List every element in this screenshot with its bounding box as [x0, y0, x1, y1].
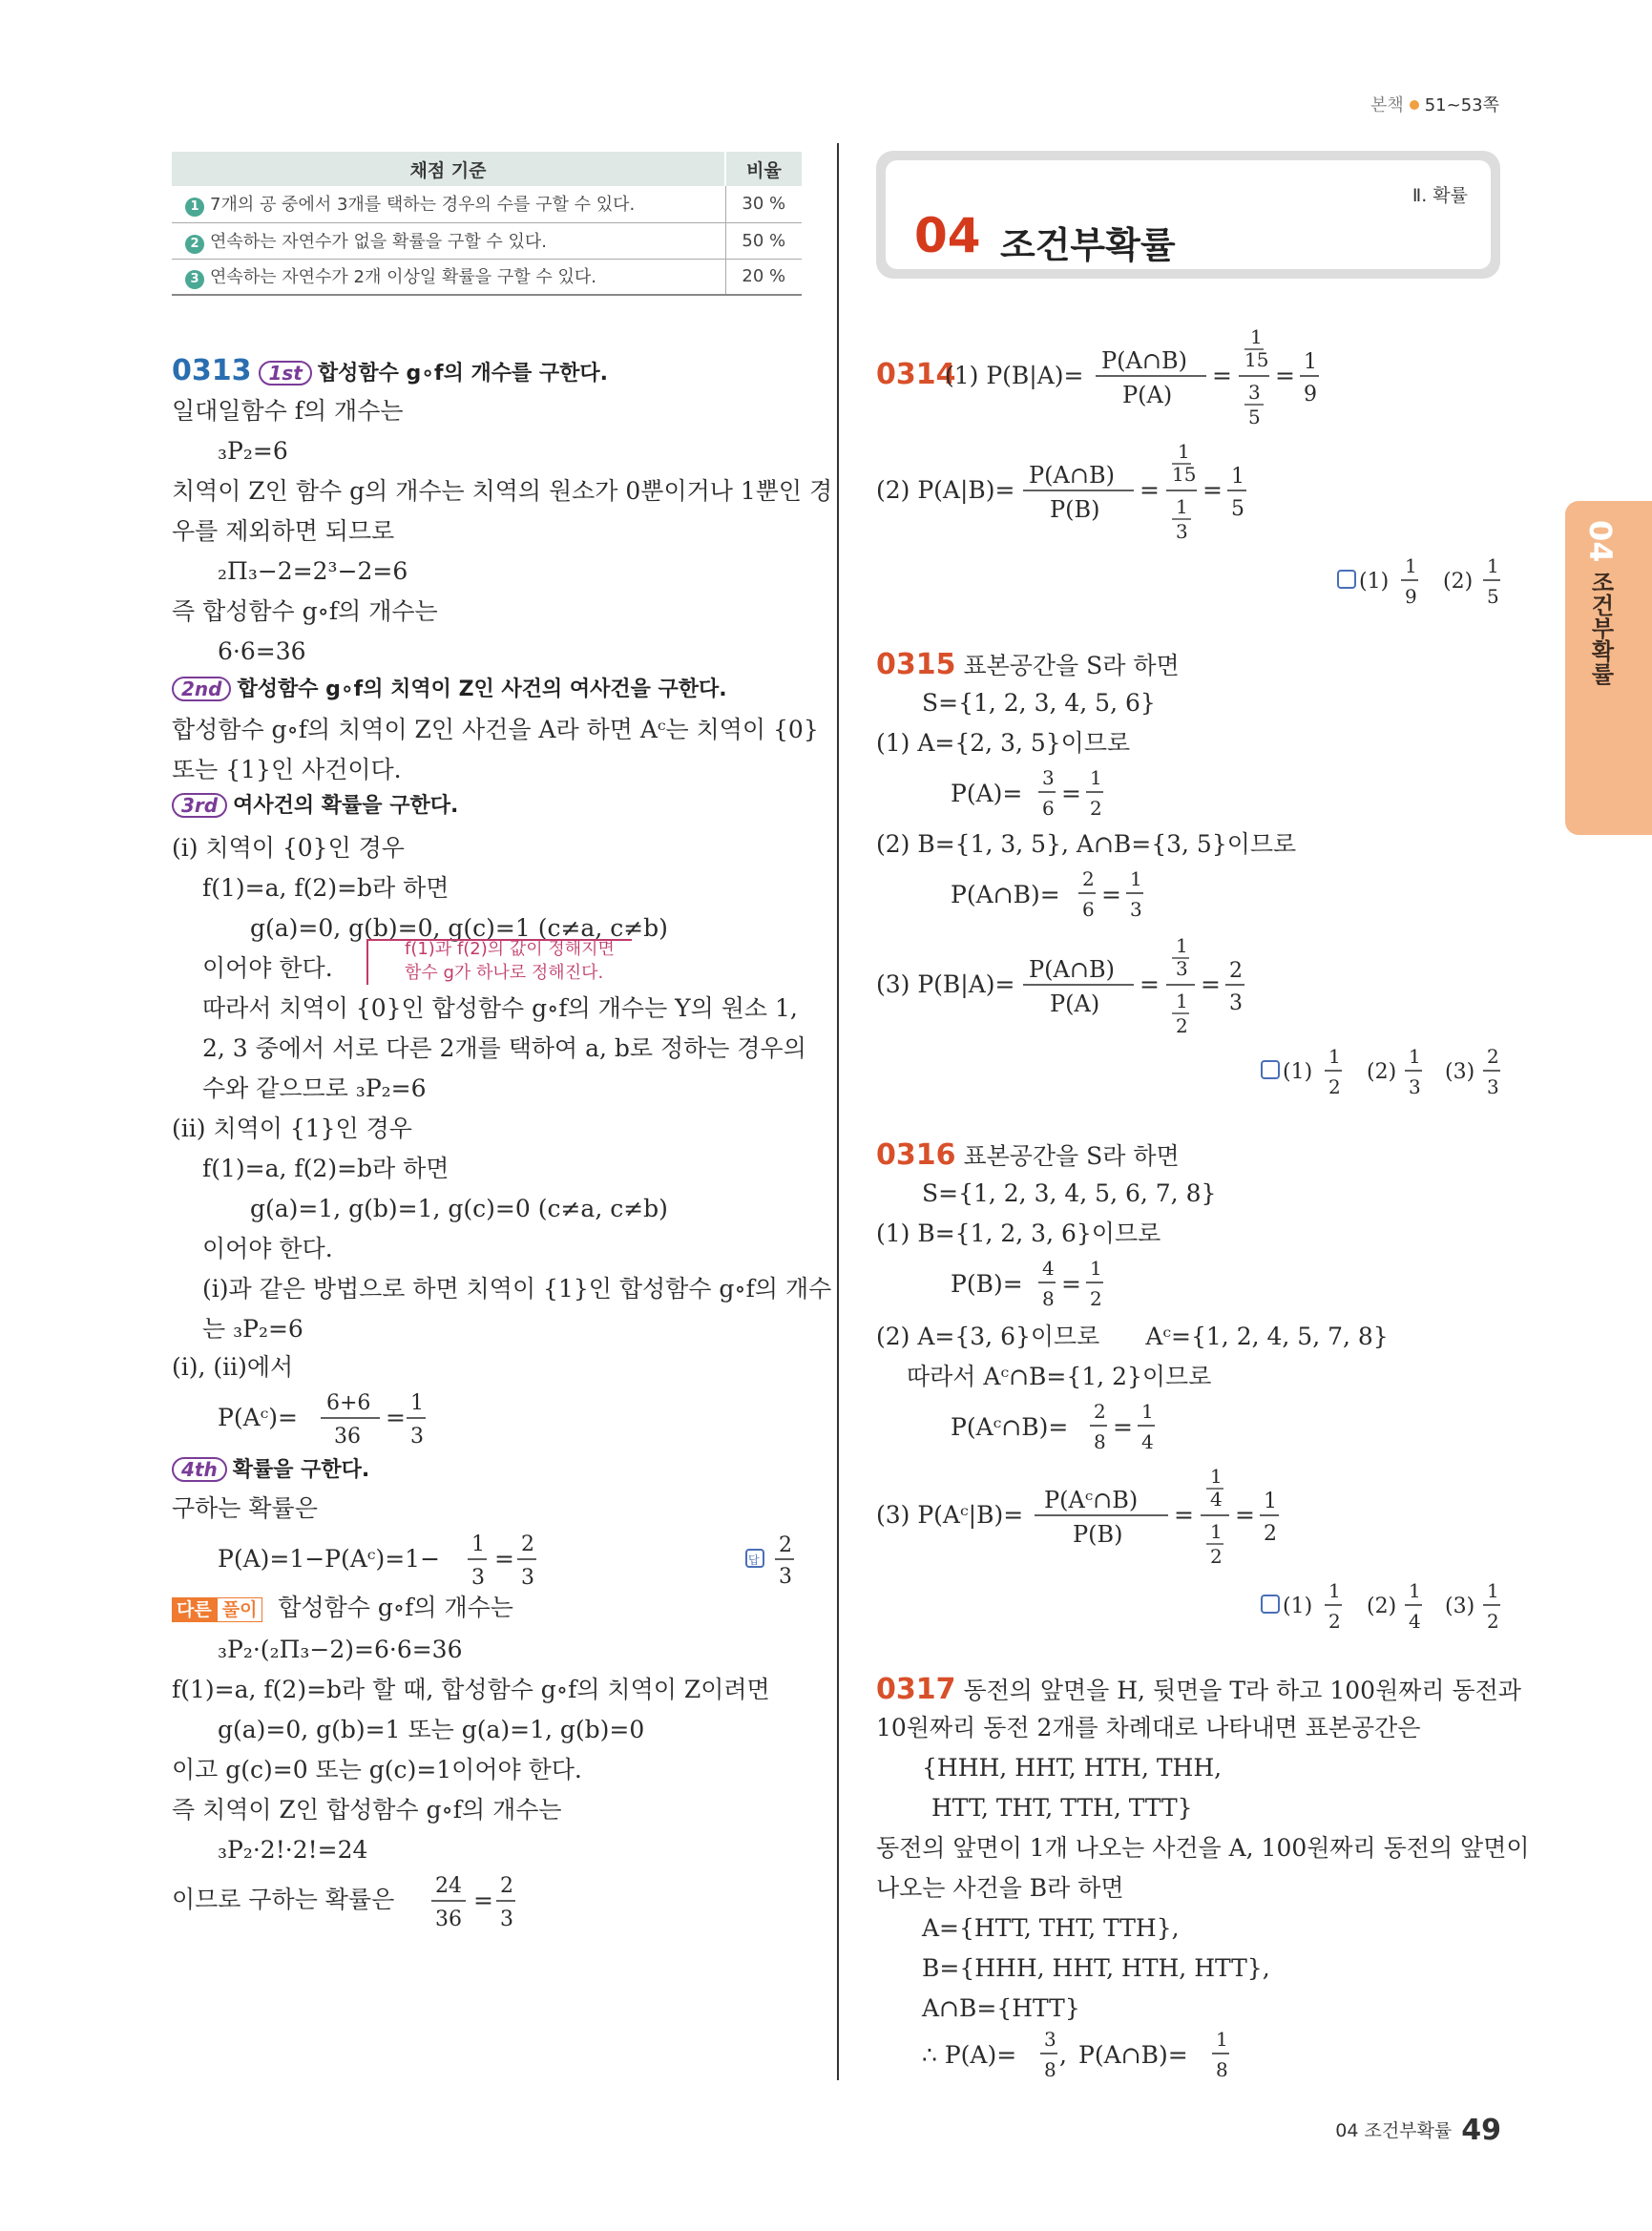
side-tab-title: 조건부확률 [1587, 570, 1614, 685]
step-text: 합성함수 g∘f의 개수를 구한다. [317, 362, 609, 386]
svg-text:=: = [1174, 1501, 1194, 1529]
svg-text:1: 1 [1176, 990, 1188, 1012]
svg-text:2: 2 [1264, 1522, 1277, 1546]
svg-text:답: 답 [748, 1553, 760, 1567]
svg-text:,: , [1059, 2041, 1067, 2069]
svg-text:P(A∩B)=: P(A∩B)= [1078, 2041, 1188, 2069]
table-row [172, 259, 802, 295]
svg-text:2: 2 [1210, 1545, 1223, 1568]
text-line: (i)과 같은 방법으로 하면 치역이 {1}인 합성함수 g∘f의 개수 [202, 1275, 832, 1303]
svg-text:1: 1 [1090, 1257, 1102, 1280]
svg-text:4: 4 [1141, 1430, 1154, 1453]
text-line: f(1)=a, f(2)=b라 하면 [202, 1155, 450, 1182]
svg-text:36: 36 [334, 1425, 361, 1449]
svg-text:2: 2 [1176, 1014, 1188, 1037]
column-divider [837, 143, 839, 2080]
math-line: B={HHH, HHT, HTH, HTT}, [922, 1954, 1270, 1982]
svg-text:P(B): P(B) [1073, 1521, 1123, 1548]
svg-text:2: 2 [521, 1533, 534, 1556]
text-line: 이어야 한다. [202, 1235, 333, 1262]
svg-text:=: = [1113, 1413, 1133, 1441]
table-row [172, 222, 802, 259]
text-line: (i) 치역이 {0}인 경우 [172, 834, 405, 862]
svg-text:2: 2 [1328, 1075, 1341, 1098]
svg-text:3: 3 [1044, 2028, 1056, 2051]
svg-text:1: 1 [1487, 554, 1499, 577]
text-line: 이고 g(c)=0 또는 g(c)=1이어야 한다. [172, 1756, 582, 1783]
svg-text:2: 2 [1090, 797, 1102, 820]
svg-text:1: 1 [1216, 2028, 1228, 2051]
svg-text:P(Aᶜ)=: P(Aᶜ)= [218, 1404, 298, 1431]
text-line: 치역이 Z인 함수 g의 개수는 치역의 원소가 0뿐이거나 1뿐인 경 [172, 477, 833, 505]
math-line: ₃P₂·2!·2!=24 [218, 1836, 368, 1864]
svg-text:0314: 0314 [876, 358, 956, 391]
svg-text:P(B)=: P(B)= [951, 1270, 1023, 1298]
svg-text:P(A): P(A) [1122, 382, 1173, 408]
ratio-value: 30 % [725, 186, 802, 222]
svg-text:P(B): P(B) [1050, 496, 1100, 523]
grading-table [172, 152, 802, 296]
svg-text:=: = [1235, 1501, 1255, 1529]
section-number: 04 [914, 208, 981, 263]
problem-number: 0313 [172, 354, 252, 387]
svg-text:1: 1 [1409, 1045, 1421, 1068]
annotation-note: f(1)과 f(2)의 값이 정해지면 함수 g가 하나로 정해진다. [405, 939, 615, 983]
svg-text:3: 3 [1229, 991, 1243, 1015]
text-line: 표본공간을 S라 하면 [963, 1142, 1180, 1170]
svg-text:1: 1 [1264, 1490, 1277, 1513]
text-line: f(1)=a, f(2)=b라 할 때, 합성함수 g∘f의 치역이 Z이려면 [172, 1676, 770, 1703]
svg-text:3: 3 [471, 1566, 485, 1590]
bullet-dot-icon [1410, 100, 1419, 110]
svg-text:(1) P(B|A)=: (1) P(B|A)= [945, 362, 1084, 389]
svg-text:P(Aᶜ∩B)=: P(Aᶜ∩B)= [951, 1413, 1069, 1441]
fraction-equation [876, 323, 1353, 437]
text-line: 구하는 확률은 [172, 1494, 318, 1522]
svg-text:3: 3 [1176, 520, 1188, 543]
text-line: 합성함수 g∘f의 치역이 Z인 사건을 A라 하면 Aᶜ는 치역이 {0} [172, 716, 819, 743]
svg-text:=: = [473, 1887, 493, 1914]
svg-text:(2): (2) [1443, 570, 1474, 594]
svg-text:2: 2 [1487, 1045, 1499, 1068]
svg-text:=: = [1202, 476, 1223, 504]
svg-text:1: 1 [1405, 554, 1417, 577]
svg-text:=: = [386, 1404, 406, 1431]
text-line: 10원짜리 동전 2개를 차례대로 나타내면 표본공간은 [876, 1714, 1421, 1741]
svg-text:1: 1 [471, 1533, 485, 1556]
svg-text:36: 36 [435, 1908, 462, 1931]
math-line: S={1, 2, 3, 4, 5, 6, 7, 8} [922, 1179, 1217, 1207]
svg-text:4: 4 [1042, 1257, 1055, 1280]
answer-mark [1336, 552, 1508, 613]
fraction-equation [876, 931, 1353, 1038]
svg-text:1: 1 [1210, 1465, 1223, 1488]
text-line: 즉 치역이 Z인 합성함수 g∘f의 개수는 [172, 1796, 562, 1824]
step-number-icon: 3 [185, 270, 204, 289]
text-line: 표본공간을 S라 하면 [963, 652, 1180, 679]
text-line: 우를 제외하면 되므로 [172, 517, 395, 545]
fraction-equation [951, 1397, 1180, 1458]
svg-text:(1): (1) [1283, 1060, 1313, 1084]
fraction-equation [218, 1386, 447, 1450]
answer-mark [1260, 1042, 1508, 1103]
svg-text:P(A): P(A) [1050, 990, 1100, 1017]
svg-text:=: = [1201, 970, 1221, 998]
step-text: 여사건의 확률을 구한다. [233, 794, 459, 818]
answer-icon [1338, 571, 1355, 588]
svg-text:9: 9 [1304, 383, 1317, 407]
svg-text:4: 4 [1210, 1488, 1223, 1511]
svg-text:8: 8 [1044, 2058, 1056, 2081]
math-line: {HHH, HHT, HTH, THH, [922, 1754, 1223, 1782]
svg-text:3: 3 [521, 1566, 534, 1590]
footer-section: 04 조건부확률 [1335, 2120, 1453, 2141]
fraction-equation [431, 1868, 546, 1933]
svg-text:5: 5 [1487, 585, 1499, 608]
text-line: (1) B={1, 2, 3, 6}이므로 [876, 1220, 1161, 1247]
problem-number: 0316 [876, 1138, 956, 1172]
page-range: 51~53쪽 [1424, 95, 1499, 115]
svg-text:3: 3 [1409, 1075, 1421, 1098]
svg-text:P(A)=: P(A)= [951, 780, 1023, 807]
page-footer [1335, 2114, 1501, 2147]
svg-text:2: 2 [1487, 1610, 1499, 1633]
svg-text:2: 2 [1090, 1287, 1102, 1310]
svg-text:=: = [1061, 780, 1081, 807]
svg-text:3: 3 [1176, 957, 1188, 980]
svg-text:=: = [1140, 970, 1160, 998]
svg-text:=: = [1275, 362, 1295, 389]
math-line: A∩B={HTT} [922, 1994, 1080, 2022]
chapter-label: Ⅱ. 확률 [1412, 185, 1468, 206]
fraction-equation [218, 1527, 580, 1592]
svg-text:∴ P(A)=: ∴ P(A)= [922, 2041, 1017, 2069]
svg-text:6+6: 6+6 [326, 1391, 371, 1415]
fraction-equation [876, 1462, 1372, 1569]
svg-text:15: 15 [1172, 463, 1197, 486]
fraction-equation [922, 2025, 1285, 2086]
svg-text:1: 1 [1328, 1045, 1341, 1068]
math-line: g(a)=1, g(b)=1, g(c)=0 (c≠a, c≠b) [250, 1195, 668, 1222]
step-badge: 4th [172, 1457, 227, 1482]
svg-text:2: 2 [1082, 867, 1095, 890]
svg-text:1: 1 [1210, 1520, 1223, 1543]
svg-text:8: 8 [1094, 1430, 1106, 1453]
math-line: S={1, 2, 3, 4, 5, 6} [922, 689, 1156, 717]
svg-text:1: 1 [410, 1391, 424, 1415]
svg-text:3: 3 [1130, 898, 1142, 921]
ratio-value: 50 % [725, 222, 802, 259]
svg-text:1: 1 [1231, 465, 1244, 489]
svg-text:6: 6 [1082, 898, 1095, 921]
svg-text:3: 3 [500, 1908, 513, 1931]
svg-text:(3) P(B|A)=: (3) P(B|A)= [876, 970, 1015, 998]
svg-text:(2): (2) [1367, 1595, 1397, 1618]
answer-icon [1262, 1595, 1279, 1613]
svg-text:P(Aᶜ∩B): P(Aᶜ∩B) [1044, 1487, 1139, 1513]
step-badge: 2nd [172, 677, 231, 701]
text-line: 동전의 앞면이 1개 나오는 사건을 A, 100원짜리 동전의 앞면이 [876, 1834, 1530, 1862]
svg-text:(3): (3) [1445, 1595, 1475, 1618]
text-line: 나오는 사건을 B라 하면 [876, 1874, 1124, 1902]
svg-text:1: 1 [1090, 766, 1102, 789]
svg-text:2: 2 [1229, 959, 1243, 983]
svg-text:24: 24 [435, 1874, 462, 1898]
svg-text:1: 1 [1487, 1579, 1499, 1602]
math-line: A={HTT, THT, TTH}, [922, 1914, 1180, 1942]
svg-text:1: 1 [1176, 495, 1188, 518]
problem-number: 0317 [876, 1673, 956, 1706]
text-line: (1) A={2, 3, 5}이므로 [876, 729, 1131, 757]
text-line: f(1)=a, f(2)=b라 하면 [202, 874, 450, 902]
fraction-equation [951, 865, 1180, 926]
svg-text:(3) P(Aᶜ|B)=: (3) P(Aᶜ|B)= [876, 1501, 1024, 1529]
svg-text:2: 2 [500, 1874, 513, 1898]
svg-text:3: 3 [779, 1565, 792, 1589]
book-label: 본책 [1370, 95, 1404, 115]
svg-text:9: 9 [1405, 585, 1417, 608]
text-line: 동전의 앞면을 H, 뒷면을 T라 하고 100원짜리 동전과 [963, 1677, 1521, 1704]
step-text: 합성함수 g∘f의 치역이 Z인 사건의 여사건을 구한다. [237, 678, 727, 701]
text-line: (ii) 치역이 {1}인 경우 [172, 1115, 412, 1142]
math-line: ₃P₂·(₂Π₃−2)=6·6=36 [218, 1636, 463, 1663]
math-line: HTT, THT, TTH, TTT} [931, 1794, 1193, 1822]
svg-text:(2) P(A|B)=: (2) P(A|B)= [876, 476, 1015, 504]
text-line: 따라서 치역이 {0}인 합성함수 g∘f의 개수는 Y의 원소 1, [202, 994, 798, 1022]
text-line: (i), (ii)에서 [172, 1353, 294, 1381]
svg-text:3: 3 [1248, 381, 1261, 404]
text-line: 2, 3 중에서 서로 다른 2개를 택하여 a, b로 정하는 경우의 [202, 1034, 806, 1062]
svg-text:3: 3 [1487, 1075, 1499, 1098]
svg-text:=: = [1061, 1270, 1081, 1298]
text-line: 합성함수 g∘f의 개수는 [278, 1594, 513, 1621]
svg-text:5: 5 [1231, 497, 1244, 521]
svg-text:=: = [1101, 881, 1121, 908]
table-row [172, 186, 802, 222]
math-line: ₃P₂=6 [218, 437, 288, 465]
text-line: (2) B={1, 3, 5}, A∩B={3, 5}이므로 [876, 830, 1297, 858]
text-line: 는 ₃P₂=6 [202, 1315, 303, 1343]
svg-text:=: = [1212, 362, 1232, 389]
svg-text:6: 6 [1042, 797, 1055, 820]
svg-text:1: 1 [1250, 325, 1263, 348]
svg-text:1: 1 [1178, 440, 1190, 463]
svg-text:1: 1 [1176, 934, 1188, 957]
svg-text:(1): (1) [1283, 1595, 1313, 1618]
svg-text:P(A∩B): P(A∩B) [1101, 347, 1187, 374]
fraction-equation [951, 763, 1141, 824]
side-tab[interactable] [1565, 501, 1652, 835]
answer-mark [1260, 1576, 1508, 1637]
ratio-value: 20 % [725, 259, 802, 295]
text-line: 이어야 한다. [202, 954, 333, 982]
svg-text:2: 2 [1328, 1610, 1341, 1633]
svg-text:2: 2 [1094, 1400, 1106, 1423]
svg-text:3: 3 [410, 1425, 424, 1449]
page-number: 49 [1461, 2114, 1501, 2147]
section-title-box [876, 151, 1500, 279]
criterion-text: 연속하는 자연수가 2개 이상일 확률을 구할 수 있다. [210, 267, 596, 288]
fraction-equation [876, 437, 1353, 544]
svg-text:=: = [1140, 476, 1160, 504]
answer-mark [744, 1531, 802, 1592]
math-line: 6·6=36 [218, 637, 306, 665]
svg-text:1: 1 [1304, 350, 1317, 374]
grading-header-ratio: 비율 [725, 152, 802, 186]
text-line: 이므로 구하는 확률은 [172, 1886, 395, 1913]
step-number-icon: 1 [185, 198, 204, 217]
text-line: 또는 {1}인 사건이다. [172, 756, 402, 783]
math-line: g(a)=0, g(b)=1 또는 g(a)=1, g(b)=0 [218, 1716, 645, 1743]
text-line: 따라서 Aᶜ∩B={1, 2}이므로 [907, 1363, 1212, 1390]
step-badge: 3rd [172, 793, 227, 818]
svg-text:3: 3 [1042, 766, 1055, 789]
text-line: 즉 합성함수 g∘f의 개수는 [172, 597, 438, 625]
svg-text:2: 2 [779, 1533, 792, 1557]
svg-text:8: 8 [1216, 2058, 1228, 2081]
svg-text:4: 4 [1409, 1610, 1421, 1633]
math-line: g(a)=0, g(b)=0, g(c)=1 (c≠a, c≠b) [250, 914, 668, 942]
text-line: 일대일함수 f의 개수는 [172, 397, 404, 425]
text-line: (2) A={3, 6}이므로 [876, 1323, 1100, 1350]
svg-text:1: 1 [1328, 1579, 1341, 1602]
alternative-solution-badge: 다른 풀이 [172, 1601, 262, 1619]
svg-text:P(A)=1−P(Aᶜ)=1−: P(A)=1−P(Aᶜ)=1− [218, 1545, 441, 1573]
step-text: 확률을 구한다. [232, 1458, 370, 1482]
page-ref [1370, 92, 1499, 116]
section-title: 조건부확률 [1000, 224, 1176, 266]
svg-text:15: 15 [1244, 348, 1269, 371]
svg-text:=: = [494, 1545, 514, 1573]
svg-text:1: 1 [1409, 1579, 1421, 1602]
svg-text:P(A∩B)=: P(A∩B)= [951, 881, 1060, 908]
math-line: Aᶜ={1, 2, 4, 5, 7, 8} [1145, 1323, 1389, 1350]
criterion-text: 연속하는 자연수가 없을 확률을 구할 수 있다. [210, 231, 548, 252]
criterion-text: 7개의 공 중에서 3개를 택하는 경우의 수를 구할 수 있다. [210, 195, 636, 216]
svg-text:1: 1 [1141, 1400, 1154, 1423]
svg-text:(2): (2) [1367, 1060, 1397, 1084]
problem-number: 0315 [876, 648, 956, 681]
math-line: ₂Π₃−2=2³−2=6 [218, 557, 408, 585]
side-tab-number: 04 [1582, 520, 1619, 563]
fraction-equation [951, 1254, 1141, 1315]
step-badge: 1st [259, 361, 311, 386]
svg-text:8: 8 [1042, 1287, 1055, 1310]
svg-text:1: 1 [1130, 867, 1142, 890]
svg-text:P(A∩B): P(A∩B) [1029, 956, 1115, 983]
text-line: 수와 같으므로 ₃P₂=6 [202, 1074, 427, 1102]
answer-icon [1262, 1061, 1279, 1078]
svg-text:P(A∩B): P(A∩B) [1029, 462, 1115, 489]
svg-text:5: 5 [1248, 406, 1261, 428]
step-number-icon: 2 [185, 235, 204, 254]
svg-text:(1): (1) [1359, 570, 1390, 594]
svg-text:(3): (3) [1445, 1060, 1475, 1084]
grading-header-criteria: 채점 기준 [172, 152, 725, 186]
